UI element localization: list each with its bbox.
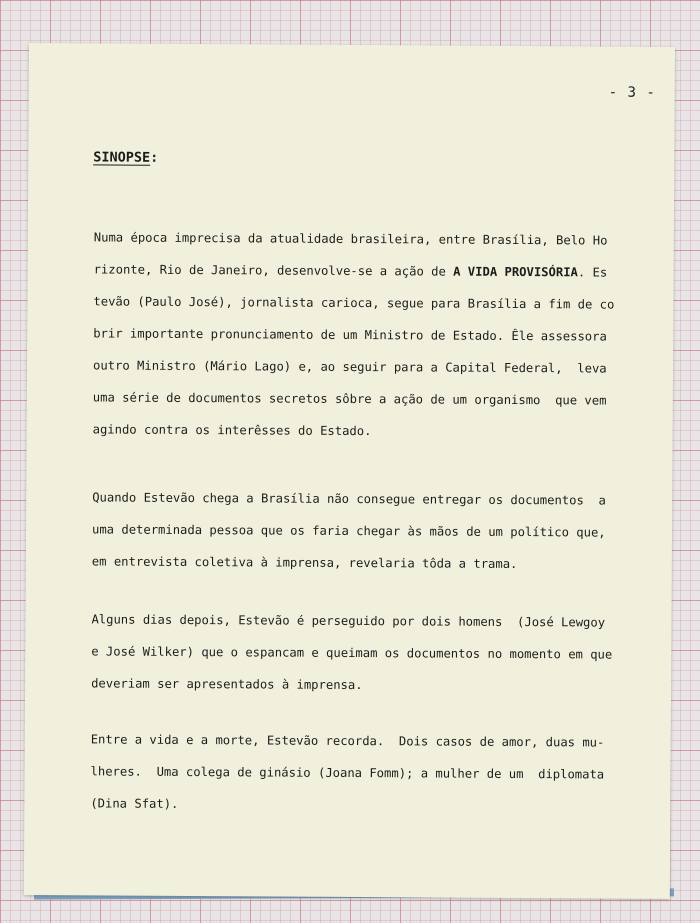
paragraph-line: [94, 253, 654, 288]
paragraph-line: deveriam ser apresentados à imprensa.: [91, 676, 363, 693]
line-text: rizonte, Rio de Janeiro, desenvolve-se a ação de: [93, 262, 454, 279]
paragraph-line: lheres. Uma colega de ginásio (Joana Fomm); a mulher de um diplomata: [90, 764, 605, 782]
paragraph-line: brir importante pronunciamento de um Ministro de Estado. Êle assessora: [93, 326, 607, 344]
film-title: A VIDA PROVISÓRIA: [453, 264, 578, 280]
paragraph-line: uma determinada pessoa que os faria chegar às mãos de um político que,: [91, 522, 606, 540]
section-heading-colon: :: [150, 149, 159, 166]
synopsis-paragraph-2: [92, 481, 653, 580]
synopsis-paragraph-3: [91, 603, 652, 702]
paragraph-line: outro Ministro (Mário Lago) e, ao seguir para a Capital Federal, leva: [92, 358, 607, 376]
synopsis-paragraph-1: [93, 221, 654, 448]
paragraph-line: Entre a vida e a morte, Estevão recorda. Dois casos de amor, duas mu-: [90, 732, 605, 750]
paragraph-line: tevão (Paulo José), jornalista carioca, segue para Brasília a fim de co: [93, 294, 615, 312]
page-number: - 3 -: [608, 84, 656, 101]
section-heading: [93, 149, 158, 165]
paragraph-line: Alguns dias depois, Estevão é perseguido por dois homens (José Lewgoy: [91, 612, 606, 630]
paragraph-line: uma série de documentos secretos sôbre a ação de um organismo que vem: [92, 390, 607, 408]
synopsis-paragraph-4: [90, 723, 651, 822]
paragraph-line: Numa época imprecisa da atualidade brasileira, entre Brasília, Belo Ho: [93, 230, 608, 248]
paragraph-line: em entrevista coletiva à imprensa, revelaria tôda a trama.: [91, 554, 518, 571]
paragraph-line: (Dina Sfat).: [90, 796, 179, 811]
typewritten-page: [24, 43, 675, 899]
paragraph-line: Quando Estevão chega a Brasília não consegue entregar os documentos a: [92, 490, 606, 508]
section-heading-text: SINOPSE: [93, 149, 151, 166]
paragraph-line: e José Wilker) que o espancam e queimam os documentos no momento em que: [91, 644, 613, 662]
line-text: . Es: [577, 265, 608, 280]
paragraph-line: agindo contra os interêsses do Estado.: [92, 422, 372, 439]
